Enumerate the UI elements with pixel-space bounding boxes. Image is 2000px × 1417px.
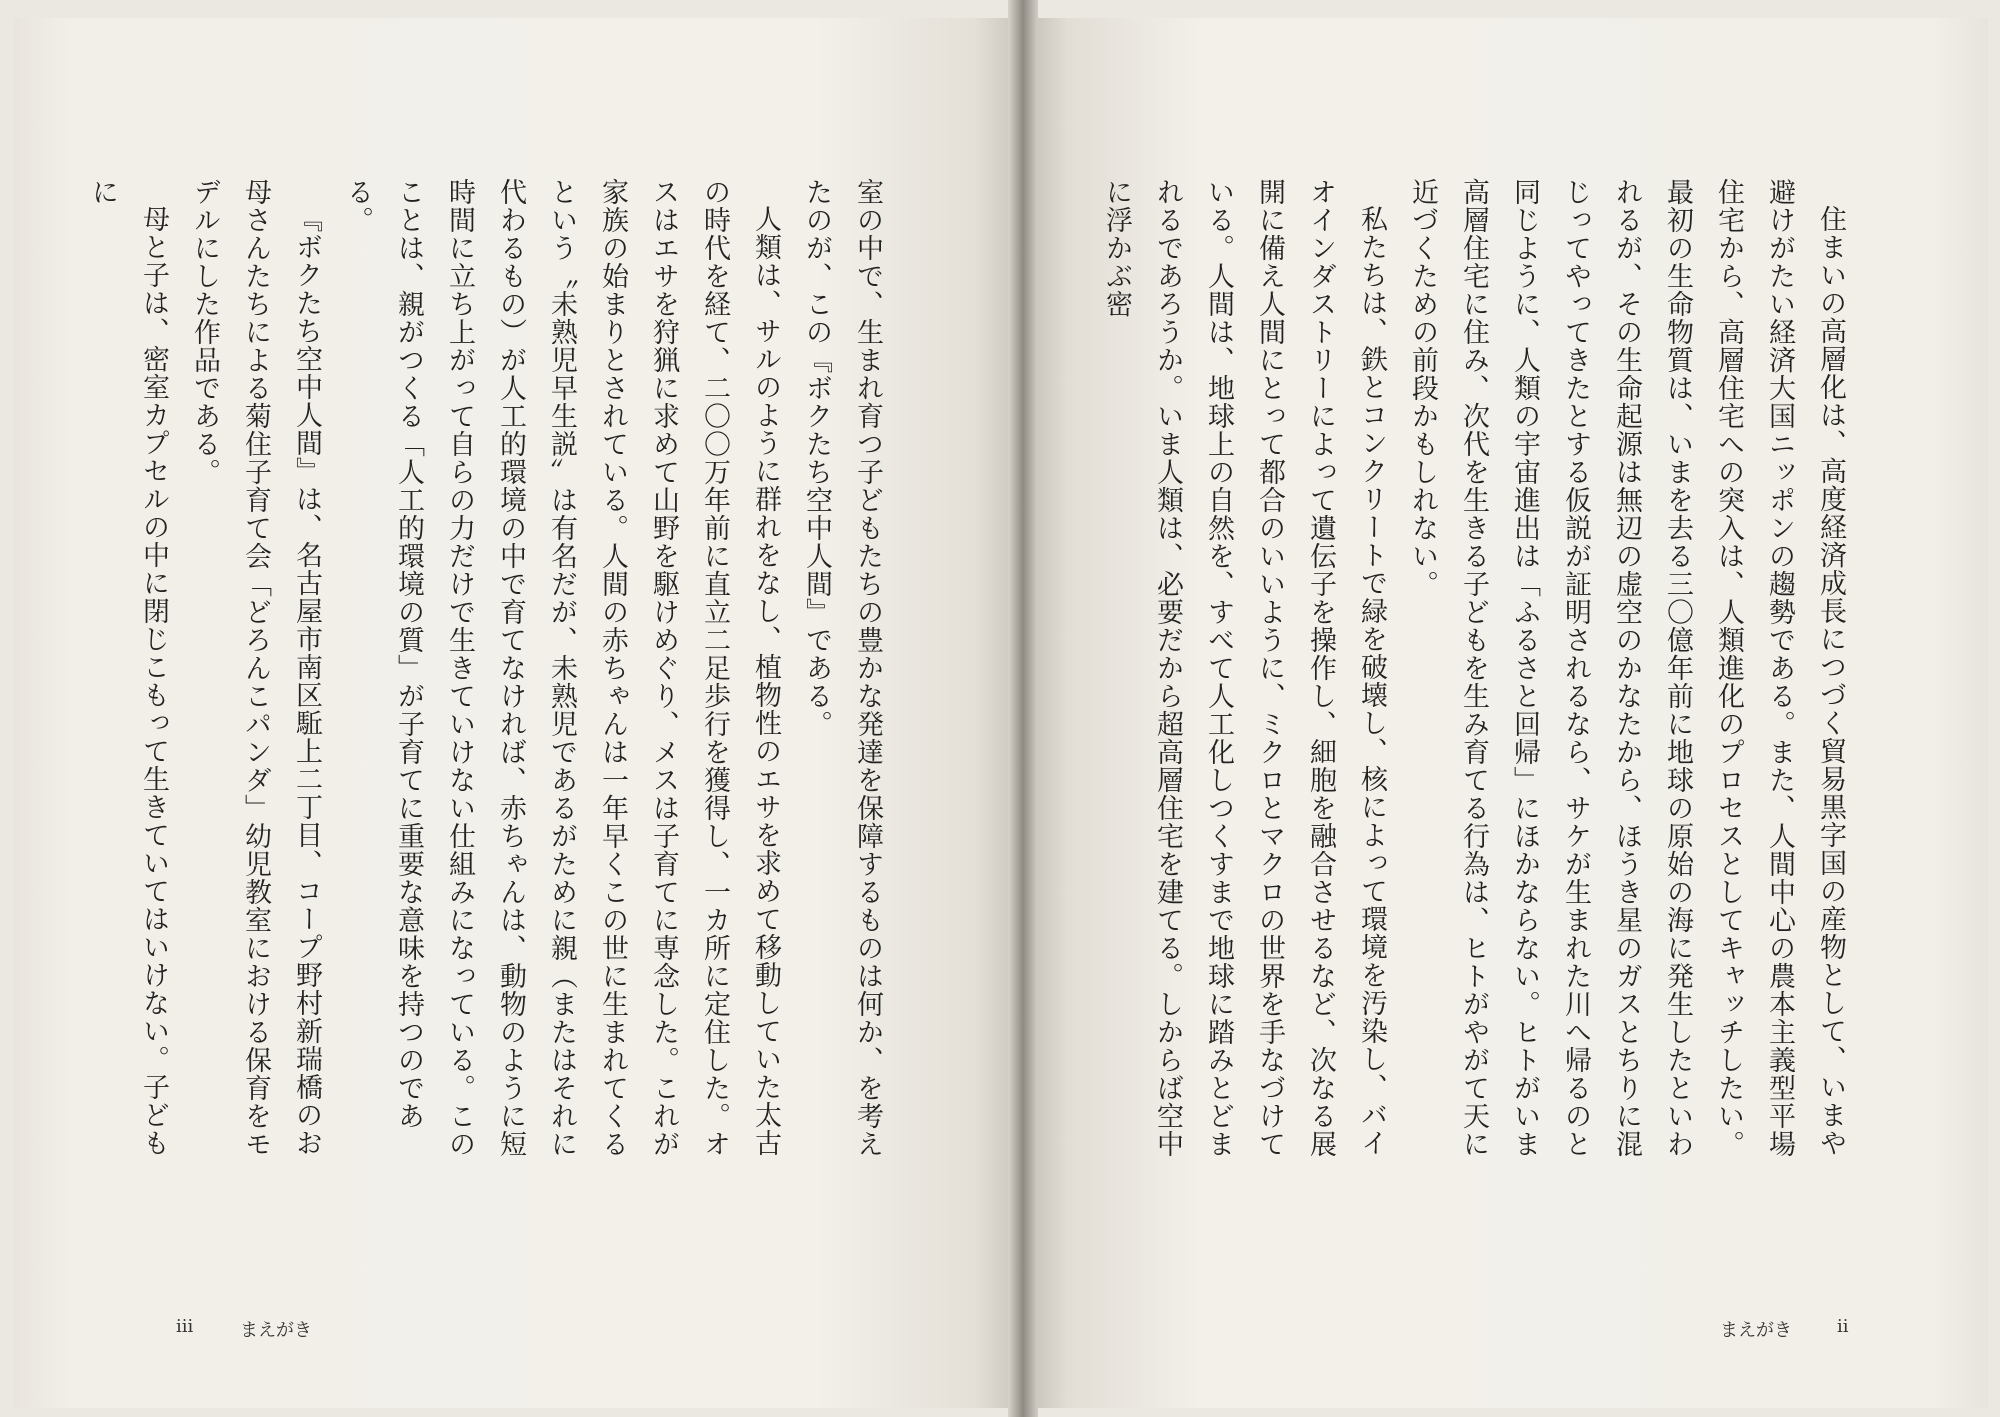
right-page-number: ii [1837,1316,1849,1337]
book-gutter [1008,0,1038,1417]
right-paragraph-2: 私たちは、鉄とコンクリートで緑を破壊し、核によって環境を汚染し、バイオインダストリーによって遺伝子を操作し、細胞を融合させるなど、次なる展開に備え人間にとって都合のいいように、ミクロとマクロの世界を手なづけている。人間は、地球上の自然を、すべて人工化しつくすまで地球に踏みとどまれるであろうか。いま人類は、必要だから超高層住宅を建てる。しからば空中に浮かぶ密 [1101,178,1387,1158]
right-running-head: まえがき [1720,1320,1792,1341]
right-page-body [1101,178,1856,1178]
left-running-head: まえがき [240,1320,312,1341]
left-paragraph-3: 『ボクたち空中人間』は、名古屋市南区駈上二丁目、コープ野村新瑞橋のお母さんたちによる菊住子育て会「どろんこパンダ」幼児教室における保育をモデルにした作品である。 [189,178,322,1158]
left-paragraph-1: 室の中で、生まれ育つ子どもたちの豊かな発達を保障するものは何か、を考えたのが、この『ボクたち空中人間』である。 [801,178,883,1158]
left-page-number: iii [176,1316,194,1337]
left-paragraph-4: 母と子は、密室カプセルの中に閉じこもって生きていてはいけない。子どもに [87,178,169,1157]
left-page-body [87,178,893,1178]
left-paragraph-2: 人類は、サルのように群れをなし、植物性のエサを求めて移動していた太古の時代を経て、二〇〇万年前に直立二足歩行を獲得し、一カ所に定住した。オスはエサを狩猟に求めて山野を駆けめぐり、メスは子育てに専念した。これが家族の始まりとされている。人間の赤ちゃんは一年早くこの世に生まれてくるという〝未熟児早生説〟は有名だが、未熟児であるがために親（またはそれに代わるもの）が人工的環境の中で育てなければ、赤ちゃんは、動物のように短時間に立ち上がって自らの力だけで生きていけない仕組みになっている。このことは、親がつくる「人工的環境の質」が子育てに重要な意味を持つのである。 [342,178,781,1158]
right-paragraph-1: 住まいの高層化は、高度経済成長につづく貿易黒字国の産物として、いまや避けがたい経済大国ニッポンの趨勢である。また、人間中心の農本主義型平場住宅から、高層住宅への突入は、人類進化のプロセスとしてキャッチしたい。最初の生命物質は、いまを去る三〇億年前に地球の原始の海に発生したといわれるが、その生命起源は無辺の虚空のかなたから、ほうき星のガスとちりに混じってやってきたとする仮説が証明されるなら、サケが生まれた川へ帰るのと同じように、人類の宇宙進出は「ふるさと回帰」にほかならない。ヒトがいま高層住宅に住み、次代を生きる子どもを生み育てる行為は、ヒトがやがて天に近づくための前段かもしれない。 [1407,178,1846,1158]
